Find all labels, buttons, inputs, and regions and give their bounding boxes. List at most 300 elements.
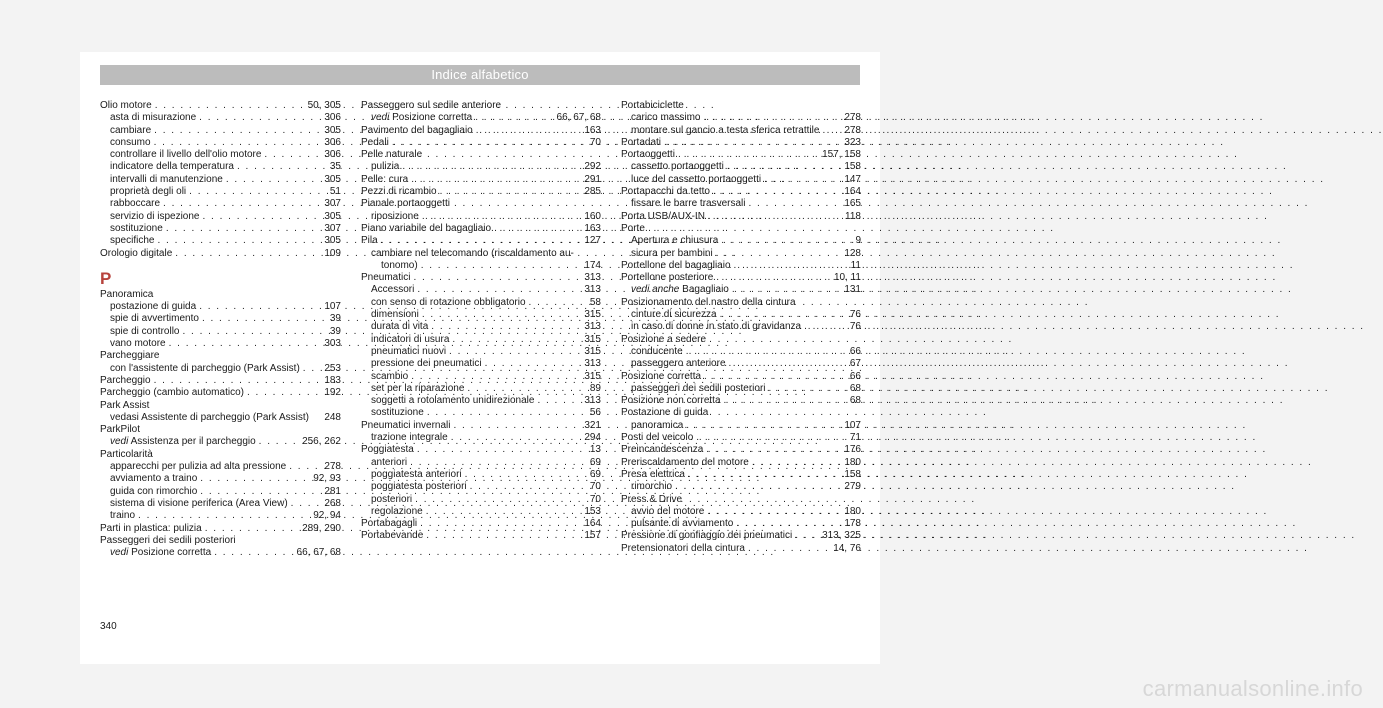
leader-dots (761, 174, 840, 186)
index-letter-heading: P (100, 268, 112, 288)
entry-label (100, 350, 159, 362)
index-entry (621, 100, 861, 112)
entry-label-text: Pedali (361, 136, 389, 148)
entry-label (100, 424, 140, 436)
leader-dots (819, 125, 840, 137)
index-entry (100, 387, 341, 399)
index-subentry (361, 494, 601, 506)
index-subentry (100, 186, 341, 198)
index-entry (361, 174, 601, 186)
entry-label-text: avviamento a traino (110, 473, 198, 485)
entry-label-text: Portadati (621, 136, 662, 148)
leader-dots (718, 235, 851, 247)
entry-page-numbers: 71 (849, 432, 861, 444)
entry-label (631, 125, 819, 137)
index-entry (621, 260, 861, 272)
entry-label-text: cambiare nel telecomando (riscaldamento au- (371, 247, 574, 259)
entry-page-numbers: 107 (844, 419, 861, 431)
entry-label (371, 346, 446, 358)
entry-label-text: Posizionamento del nastro della cintura (621, 296, 796, 308)
entry-label-text: consumo (110, 136, 151, 148)
leader-dots (288, 498, 321, 510)
leader-dots (163, 223, 321, 235)
entry-label (621, 407, 708, 419)
entry-label (361, 420, 451, 432)
entry-label-text: indicatore della temperatura (110, 161, 234, 173)
entry-label-text: passeggero anteriore (631, 358, 726, 370)
entry-page-numbers: 66 (849, 370, 861, 382)
entry-label-text: controllare il livello dell'olio motore (110, 149, 262, 161)
entry-label-text: Posizione corretta (131, 547, 212, 559)
entry-label (371, 297, 526, 309)
entry-page-numbers: 160 (584, 210, 601, 222)
index-subentry (100, 412, 341, 424)
entry-page-numbers: 76 (849, 321, 861, 333)
entry-label (110, 149, 261, 161)
entry-label (100, 387, 244, 399)
leader-dots (704, 506, 840, 518)
leader-dots (408, 174, 580, 186)
index-subentry (621, 174, 861, 186)
entry-page-numbers: 289, 290 (302, 522, 341, 534)
entry-label (381, 260, 418, 272)
index-entry (100, 100, 341, 112)
entry-label (110, 313, 199, 325)
index-subentry (361, 506, 601, 518)
leader-dots (196, 112, 320, 124)
index-subentry (361, 469, 601, 481)
entry-label-text: Pretensionatori della cintura (621, 542, 745, 554)
entry-page-numbers: 127 (584, 235, 601, 247)
index-entry (100, 523, 341, 535)
entry-page-numbers: 321 (584, 419, 601, 431)
index-entry (621, 407, 861, 419)
entry-label (371, 284, 414, 296)
entry-page-numbers: 294 (584, 432, 601, 444)
leader-dots (726, 358, 846, 370)
index-column-3 (621, 100, 861, 555)
entry-label-text: rabboccare (110, 198, 161, 210)
leader-dots (473, 125, 581, 137)
entry-label (361, 444, 414, 456)
entry-label (371, 494, 412, 506)
entry-label-text: Pneumatici invernali (361, 419, 451, 431)
index-entry (621, 371, 861, 383)
entry-label-text: Preincandescenza (621, 444, 704, 456)
leader-dots (683, 420, 840, 432)
entry-label (361, 530, 423, 542)
entry-page-numbers: 70 (589, 493, 601, 505)
leader-dots (451, 420, 581, 432)
entry-label-text: Passeggero sul sedile anteriore (361, 100, 502, 111)
entry-label (371, 358, 482, 370)
entry-page-numbers: 291 (584, 173, 601, 185)
index-entry (361, 444, 601, 456)
entry-label-text: luce del cassetto portaoggetti (631, 173, 762, 185)
entry-label (110, 125, 151, 137)
leader-dots (410, 272, 580, 284)
index-subentry (621, 420, 861, 432)
leader-dots (703, 444, 840, 456)
entry-page-numbers: 158 (844, 161, 861, 173)
entry-label (631, 112, 700, 124)
entry-page-numbers: 303 (324, 338, 341, 350)
entry-label (100, 449, 153, 461)
leader-dots (151, 125, 320, 137)
entry-label (110, 498, 288, 510)
index-entry (621, 543, 861, 555)
entry-label (631, 174, 761, 186)
entry-label-text: Park Assist (100, 399, 150, 411)
entry-label (361, 137, 389, 149)
index-subentry (361, 321, 601, 333)
entry-page-numbers: 313 (584, 272, 601, 284)
entry-label (631, 420, 683, 432)
leader-dots (446, 346, 580, 358)
entry-page-numbers: 281 (324, 485, 341, 497)
entry-label (100, 535, 236, 547)
entry-label-text: Preriscaldamento del motore (621, 456, 749, 468)
entry-label-text: indicatori di usura (371, 333, 450, 345)
leader-dots (197, 486, 320, 498)
entry-page-numbers: 50, 305 (307, 100, 341, 111)
leader-dots (151, 375, 321, 387)
entry-page-numbers: 68 (849, 382, 861, 394)
index-subentry (621, 235, 861, 247)
entry-label (631, 518, 733, 530)
entry-page-numbers: 278 (324, 461, 341, 473)
index-subentry (100, 461, 341, 473)
leader-dots (412, 494, 586, 506)
index-subentry (361, 248, 601, 260)
entry-page-numbers: 10, 11 (833, 272, 861, 284)
entry-page-numbers: 157, 158 (822, 149, 861, 161)
entry-label-text: Pila (361, 235, 378, 247)
entry-prefix: vedi (371, 112, 390, 124)
entry-label-text: Postazione di guida (621, 407, 709, 419)
entry-label-text: avvio del motore (631, 505, 705, 517)
entry-page-numbers: 89 (589, 382, 601, 394)
entry-label (371, 309, 419, 321)
entry-label (100, 400, 149, 412)
index-entry (621, 297, 861, 309)
entry-label (361, 174, 408, 186)
entry-label (361, 235, 378, 247)
entry-label (371, 481, 467, 493)
entry-label (631, 161, 724, 173)
entry-label-text: asta di misurazione (110, 112, 197, 124)
entry-page-numbers: 178 (844, 518, 861, 530)
index-subentry (621, 358, 861, 370)
entry-page-numbers: 174 (584, 259, 601, 271)
index-subentry (361, 161, 601, 173)
entry-label-text: sostituzione (110, 222, 163, 234)
index-entry (621, 457, 861, 469)
entry-label-text: intervalli di manutenzione (110, 173, 223, 185)
leader-dots (749, 457, 840, 469)
index-subentry (100, 510, 341, 522)
entry-page-numbers: 180 (844, 505, 861, 517)
entry-label-text: trazione integrale (371, 432, 448, 444)
entry-label (621, 260, 731, 272)
entry-page-numbers: 66, 67, 68 (556, 112, 601, 124)
entry-label (621, 297, 796, 309)
leader-dots (419, 309, 581, 321)
entry-label-text: Pavimento del bagagliaio (361, 124, 473, 136)
entry-label (631, 309, 717, 321)
entry-label (631, 198, 745, 210)
index-subentry (100, 363, 341, 375)
index-entry (361, 235, 601, 247)
entry-page-numbers: 163 (584, 222, 601, 234)
entry-label-text: Porta USB/AUX-IN (621, 210, 705, 222)
index-entry (361, 530, 601, 542)
index-subentry (361, 112, 601, 124)
leader-dots (286, 461, 320, 473)
index-subentry (100, 112, 341, 124)
entry-label-text: proprietà degli oli (110, 186, 187, 198)
entry-label-text: Portellone posteriore (621, 272, 714, 284)
leader-dots (729, 284, 840, 296)
leader-dots (202, 523, 298, 535)
entry-page-numbers: 66 (849, 345, 861, 357)
entry-label-text: Posti del veicolo (621, 432, 694, 444)
leader-dots (685, 469, 840, 481)
entry-label (621, 223, 645, 235)
entry-label (361, 272, 410, 284)
leader-dots (462, 469, 586, 481)
entry-label (631, 248, 713, 260)
entry-label-text: dimensioni (371, 309, 419, 321)
entry-label-text: Posizione corretta (621, 370, 702, 382)
index-subentry (100, 211, 341, 223)
leader-dots (408, 371, 580, 383)
entry-label (110, 137, 151, 149)
entry-page-numbers: 14, 76 (833, 542, 861, 554)
entry-page-numbers: 131 (844, 284, 861, 296)
leader-dots (701, 371, 846, 383)
entry-page-numbers: 315 (584, 345, 601, 357)
leader-dots (196, 301, 320, 313)
entry-label (621, 334, 706, 346)
entry-label (621, 149, 675, 161)
entry-label-text: Pelle naturale (361, 149, 423, 161)
index-subentry (621, 481, 861, 493)
entry-label (371, 469, 462, 481)
entry-label-text: Pneumatici (361, 272, 411, 284)
entry-page-numbers: 147 (844, 173, 861, 185)
index-subentry (361, 457, 601, 469)
entry-page-numbers: 164 (584, 518, 601, 530)
leader-dots (244, 387, 320, 399)
entry-label-text: cambiare (110, 124, 152, 136)
leader-dots (256, 436, 298, 448)
entry-label-text: fissare le barre trasversali (631, 198, 746, 210)
entry-page-numbers: 165 (844, 198, 861, 210)
leader-dots (526, 297, 586, 309)
entry-page-numbers: 307 (324, 222, 341, 234)
entry-label-text: Portellone del bagagliaio (621, 259, 731, 271)
index-subentry (100, 174, 341, 186)
index-entry (621, 395, 861, 407)
entry-page-numbers: 315 (584, 370, 601, 382)
index-entry (100, 375, 341, 387)
entry-label (621, 457, 749, 469)
entry-label (361, 125, 473, 137)
entry-label-text: guida con rimorchio (110, 485, 198, 497)
entry-label (371, 506, 423, 518)
entry-label-text: Apertura e chiusura (631, 235, 719, 247)
entry-label-text: Posizione corretta (392, 112, 473, 124)
leader-dots (713, 248, 841, 260)
index-subentry (361, 260, 601, 272)
index-entry (361, 272, 601, 284)
entry-label (110, 486, 197, 498)
entry-label (361, 198, 450, 210)
index-column-1 (100, 100, 341, 559)
index-subentry (361, 432, 601, 444)
leader-dots (166, 338, 321, 350)
entry-page-numbers: 68 (849, 395, 861, 407)
entry-page-numbers: 278 (844, 112, 861, 124)
leader-dots (172, 248, 320, 260)
index-subentry (100, 547, 341, 559)
leader-dots (467, 481, 586, 493)
entry-label (371, 432, 448, 444)
entry-label (621, 371, 701, 383)
leader-dots (437, 186, 581, 198)
entry-page-numbers: 192 (324, 387, 341, 399)
entry-label-text: con l'assistente di parcheggio (Park Assist) (110, 362, 300, 374)
leader-dots (200, 211, 321, 223)
entry-page-numbers: 164 (844, 186, 861, 198)
leader-dots (160, 198, 320, 210)
entry-page-numbers: 157 (584, 530, 601, 542)
entry-label (110, 473, 197, 485)
leader-dots (414, 284, 580, 296)
entry-page-numbers: 107 (324, 301, 341, 313)
leader-dots (152, 100, 304, 112)
entry-label-text: Portabiciclette (621, 100, 684, 111)
index-subentry (100, 223, 341, 235)
index-subentry (621, 321, 861, 333)
entry-label (621, 186, 710, 198)
page-number: 340 (100, 621, 117, 632)
index-subentry (361, 297, 601, 309)
entry-label-text: Pianale portaoggetti (361, 198, 450, 210)
index-entry (100, 449, 341, 461)
index-subentry (621, 346, 861, 358)
entry-label (110, 547, 211, 559)
index-subentry (100, 301, 341, 313)
index-entry (100, 400, 341, 412)
entry-label (631, 235, 718, 247)
entry-page-numbers: 56 (589, 407, 601, 419)
entry-page-numbers: 9 (855, 235, 861, 247)
entry-label-text: Poggiatesta (361, 444, 414, 456)
entry-page-numbers: 92, 94 (313, 510, 341, 522)
entry-page-numbers: 58 (589, 296, 601, 308)
entry-label-text: Portaoggetti (621, 149, 675, 161)
leader-dots (801, 321, 846, 333)
entry-label (110, 112, 196, 124)
leader-dots (417, 518, 580, 530)
entry-label-text: Olio motore (100, 100, 152, 111)
index-subentry (621, 161, 861, 173)
leader-dots (731, 260, 847, 272)
leader-dots (135, 510, 309, 522)
entry-prefix: vedi (110, 436, 129, 448)
index-entry (100, 424, 341, 436)
index-entry (621, 149, 861, 161)
leader-dots (407, 457, 586, 469)
leader-dots (675, 149, 818, 161)
entry-label (371, 211, 419, 223)
index-entry (621, 211, 861, 223)
index-subentry (100, 486, 341, 498)
entry-label-text: servizio di ispezione (110, 210, 200, 222)
leader-dots (792, 530, 818, 542)
index-subentry (361, 284, 601, 296)
leader-dots (414, 444, 586, 456)
entry-page-numbers: 305 (324, 173, 341, 185)
entry-label (110, 301, 196, 313)
entry-label (361, 223, 491, 235)
entry-label (110, 174, 223, 186)
leader-dots (423, 506, 581, 518)
entry-label (621, 100, 684, 112)
entry-label (361, 100, 501, 112)
leader-dots (683, 346, 846, 358)
entry-label (110, 161, 234, 173)
entry-label (361, 518, 417, 530)
leader-dots (261, 149, 320, 161)
index-entry (100, 535, 341, 547)
index-subentry (361, 346, 601, 358)
entry-page-numbers: 69 (589, 468, 601, 480)
entry-page-numbers: 176 (844, 444, 861, 456)
leader-dots (424, 407, 586, 419)
index-subentry (100, 161, 341, 173)
index-entry (361, 223, 601, 235)
index-entry (621, 494, 861, 506)
leader-dots (234, 161, 326, 173)
entry-label-text: vedasi Assistente di parcheggio (Park Assist) (110, 411, 309, 423)
entry-label (110, 461, 286, 473)
index-entry (621, 223, 861, 235)
entry-page-numbers: 313 (584, 284, 601, 296)
entry-label (361, 186, 437, 198)
leader-dots (418, 260, 581, 272)
index-entry (621, 186, 861, 198)
entry-page-numbers: 307 (324, 198, 341, 210)
entry-page-numbers: 92, 93 (313, 473, 341, 485)
leader-dots (419, 211, 581, 223)
entry-prefix: vedi (110, 547, 129, 559)
index-subentry (100, 473, 341, 485)
index-subentry (100, 198, 341, 210)
index-entry (621, 432, 861, 444)
leader-dots (491, 223, 580, 235)
watermark: carmanualsonline.info (1142, 676, 1363, 701)
entry-label-text: Posizione a sedere (621, 333, 707, 345)
entry-page-numbers: 180 (844, 456, 861, 468)
entry-label (100, 248, 172, 260)
index-entry (100, 350, 341, 362)
index-subentry (100, 326, 341, 338)
index-column-2 (361, 100, 601, 543)
entry-page-numbers: 315 (584, 333, 601, 345)
